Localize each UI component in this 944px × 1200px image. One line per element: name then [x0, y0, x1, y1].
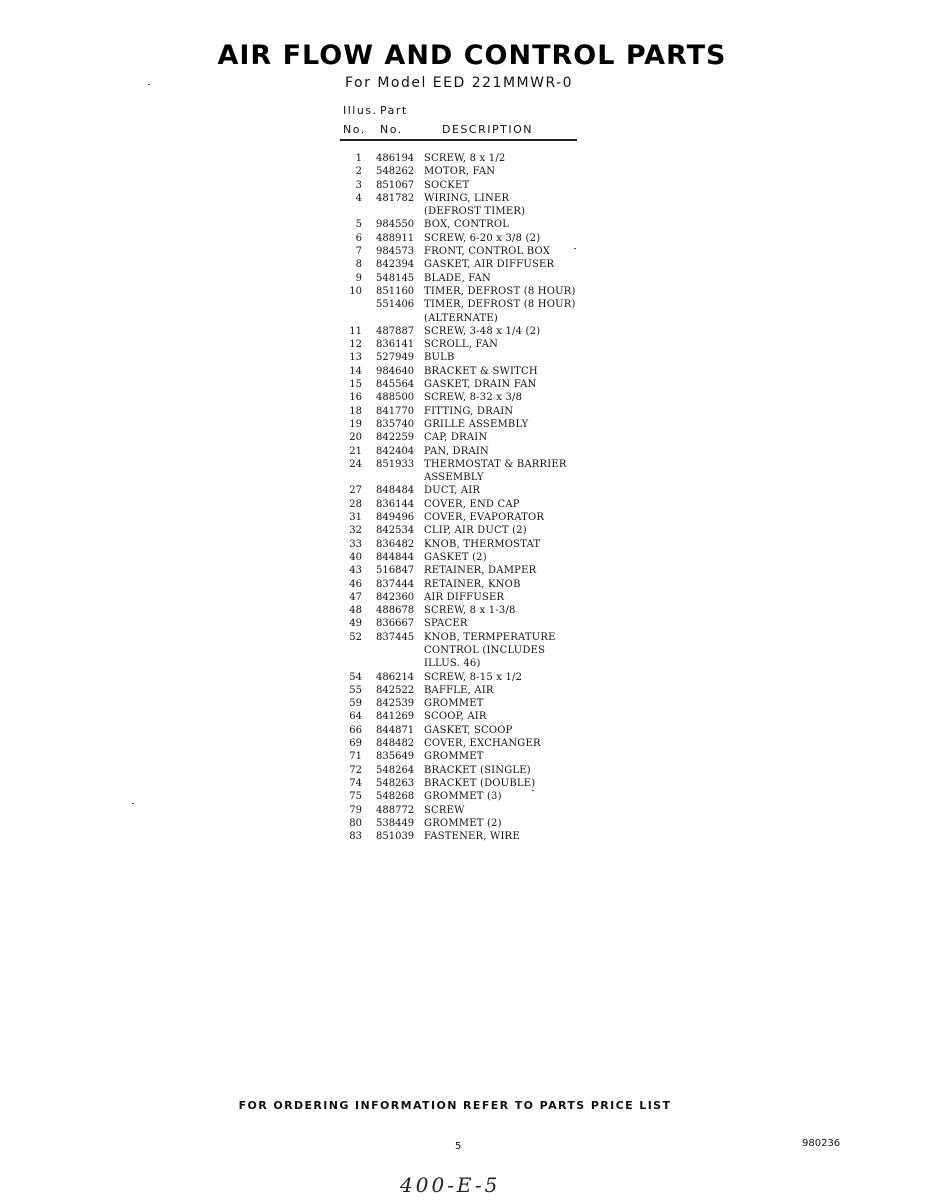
part-column-header-line1: Part [380, 104, 408, 117]
illus-number: 15 [349, 379, 362, 391]
part-number: 842360 [376, 591, 415, 603]
parts-row [340, 458, 600, 471]
part-number: 836667 [376, 618, 415, 630]
part-number: 844844 [376, 551, 415, 563]
part-description: SCOOP, AIR [424, 711, 487, 723]
part-description: BRACKET & SWITCH [424, 365, 538, 377]
header-rule [340, 139, 577, 141]
parts-row [340, 325, 600, 338]
parts-row [340, 564, 600, 577]
part-description: FASTENER, WIRE [424, 831, 520, 843]
part-description: BOX, CONTROL [424, 219, 510, 231]
part-number: 841770 [376, 405, 415, 417]
page-number: 5 [455, 1141, 462, 1152]
illus-number: 71 [349, 751, 362, 763]
part-number: 851160 [376, 285, 415, 297]
parts-row [340, 351, 600, 364]
parts-row [340, 484, 600, 497]
part-description: SCREW, 8-32 x 3/8 [424, 392, 523, 404]
scan-speck [532, 790, 534, 791]
illus-number: 75 [349, 791, 362, 803]
illus-number: 14 [349, 365, 362, 377]
parts-row [340, 830, 600, 843]
parts-row [340, 684, 600, 697]
illus-number: 12 [349, 339, 362, 351]
parts-row [340, 258, 600, 271]
illus-number: 4 [355, 192, 362, 204]
parts-row [340, 205, 600, 218]
part-description: COVER, EXCHANGER [424, 738, 541, 750]
part-description: DUCT, AIR [424, 485, 481, 497]
part-description: THERMOSTAT & BARRIER [424, 458, 567, 470]
part-description: SCREW, 8 x 1-3/8 [424, 605, 516, 617]
parts-row [340, 232, 600, 245]
illus-number: 18 [349, 405, 362, 417]
parts-row [340, 617, 600, 630]
part-number: 481782 [376, 192, 415, 204]
part-number: 516847 [376, 565, 415, 577]
scan-speck [132, 803, 134, 804]
part-number: 487887 [376, 325, 415, 337]
illus-number: 8 [355, 259, 362, 271]
parts-row [340, 644, 600, 657]
part-number: 835740 [376, 418, 415, 430]
illus-number: 13 [349, 352, 362, 364]
illus-number: 27 [349, 485, 362, 497]
part-description: RETAINER, DAMPER [424, 565, 537, 577]
part-description: GROMMET (3) [424, 791, 502, 803]
illus-number: 19 [349, 418, 362, 430]
parts-row [340, 591, 600, 604]
parts-row [340, 657, 600, 670]
part-description: SCREW, 8-15 x 1/2 [424, 671, 523, 683]
illus-number [340, 298, 362, 311]
part-description: PAN, DRAIN [424, 445, 489, 457]
part-description: CAP, DRAIN [424, 432, 488, 444]
part-number: 837444 [376, 578, 415, 590]
part-description: SCREW [424, 804, 465, 816]
part-description: BULB [424, 352, 455, 364]
parts-row [340, 671, 600, 684]
part-description: WIRING, LINER [424, 192, 510, 204]
parts-row [340, 551, 600, 564]
parts-row [340, 817, 600, 830]
parts-row [340, 152, 600, 165]
illus-number: 59 [349, 698, 362, 710]
parts-row [340, 737, 600, 750]
part-description: SPACER [424, 618, 468, 630]
part-description: SCREW, 3-48 x 1/4 (2) [424, 325, 541, 337]
illus-number: 72 [349, 764, 362, 776]
part-number: 538449 [376, 817, 415, 829]
parts-row [340, 272, 600, 285]
parts-row [340, 578, 600, 591]
part-number: 486194 [376, 153, 415, 164]
part-number: 842522 [376, 684, 415, 696]
part-number: 842394 [376, 259, 415, 271]
parts-row [340, 431, 600, 444]
part-number: 836144 [376, 498, 415, 510]
part-number: 842404 [376, 445, 415, 457]
illus-number: 6 [355, 232, 362, 244]
part-number: 486214 [376, 671, 415, 683]
part-number: 984573 [376, 246, 415, 258]
part-description: TIMER, DEFROST (8 HOUR) [424, 285, 576, 297]
illus-number: 11 [349, 325, 362, 337]
description-column-header: DESCRIPTION [442, 123, 533, 136]
illus-number: 16 [349, 392, 362, 404]
illus-number [340, 657, 362, 670]
page-title: AIR FLOW AND CONTROL PARTS [217, 40, 727, 71]
parts-row [340, 298, 600, 311]
illus-number: 80 [349, 817, 362, 829]
scan-speck [574, 248, 576, 249]
document-number: 980236 [802, 1138, 841, 1149]
part-description: COVER, END CAP [424, 498, 520, 510]
parts-row [340, 312, 600, 325]
illus-number: 32 [349, 525, 362, 537]
illus-number: 3 [355, 179, 362, 191]
illus-number: 43 [349, 565, 362, 577]
illus-number: 9 [355, 272, 362, 284]
parts-row [340, 245, 600, 258]
part-number: 548268 [376, 791, 415, 803]
parts-row [340, 631, 600, 644]
part-description: COVER, EVAPORATOR [424, 512, 545, 524]
part-number: 851067 [376, 179, 415, 191]
illus-number: 52 [349, 631, 362, 643]
illus-number: 49 [349, 618, 362, 630]
part-number: 548263 [376, 777, 415, 789]
parts-row [340, 790, 600, 803]
illus-number: 28 [349, 498, 362, 510]
parts-row [340, 179, 600, 192]
illus-number: 31 [349, 512, 362, 524]
part-number: 548145 [376, 272, 415, 284]
part-number: 837445 [376, 631, 415, 643]
illus-number [340, 471, 362, 484]
parts-row [340, 697, 600, 710]
part-number: 548264 [376, 764, 415, 776]
illus-number [340, 644, 362, 657]
part-number [362, 644, 424, 657]
part-number: 851933 [376, 458, 415, 470]
parts-row [340, 405, 600, 418]
parts-row [340, 285, 600, 298]
illus-number: 79 [349, 804, 362, 816]
part-description: BRACKET (SINGLE) [424, 764, 531, 776]
illus-number: 48 [349, 605, 362, 617]
parts-row [340, 710, 600, 723]
part-number: 836482 [376, 538, 415, 550]
illus-number: 24 [349, 458, 362, 470]
part-number [362, 205, 424, 218]
parts-row [340, 445, 600, 458]
part-number [362, 471, 424, 484]
part-description: KNOB, TERMPERATURE [424, 631, 556, 643]
part-description: (DEFROST TIMER) [424, 206, 526, 218]
part-description: GROMMET [424, 698, 484, 710]
illus-number: 7 [355, 246, 362, 258]
part-number [362, 312, 424, 325]
illus-number: 64 [349, 711, 362, 723]
illus-column-header-line2: No. [343, 123, 366, 136]
part-number: 488911 [376, 232, 415, 244]
part-description: GRILLE ASSEMBLY [424, 418, 529, 430]
ordering-note: FOR ORDERING INFORMATION REFER TO PARTS PRICE LIST [238, 1099, 672, 1112]
illus-number: 1 [355, 153, 362, 164]
illus-number: 46 [349, 578, 362, 590]
illus-number: 47 [349, 591, 362, 603]
part-number: 984550 [376, 219, 415, 231]
illus-number: 20 [349, 432, 362, 444]
part-description: GASKET, SCOOP [424, 724, 513, 736]
parts-row [340, 418, 600, 431]
part-number: 841269 [376, 711, 415, 723]
part-number: 835649 [376, 751, 415, 763]
part-number: 848484 [376, 485, 415, 497]
illus-number: 2 [355, 166, 362, 178]
illus-number: 54 [349, 671, 362, 683]
part-number: 842259 [376, 432, 415, 444]
part-description: MOTOR, FAN [424, 166, 496, 178]
parts-row [340, 338, 600, 351]
illus-number: 21 [349, 445, 362, 457]
illus-number: 66 [349, 724, 362, 736]
part-number: 848482 [376, 738, 415, 750]
parts-row [340, 724, 600, 737]
part-number: 845564 [376, 379, 415, 391]
part-description: GASKET (2) [424, 551, 487, 563]
part-description: ASSEMBLY [424, 472, 484, 484]
parts-row [340, 365, 600, 378]
parts-row [340, 524, 600, 537]
illus-number: 69 [349, 738, 362, 750]
parts-row [340, 511, 600, 524]
part-number [362, 657, 424, 670]
part-description: BRACKET (DOUBLE) [424, 777, 536, 789]
part-description: BAFFLE, AIR [424, 684, 494, 696]
part-description: SCREW, 8 x 1/2 [424, 153, 506, 164]
illus-number: 74 [349, 777, 362, 789]
part-description: CONTROL (INCLUDES [424, 644, 546, 656]
part-description: AIR DIFFUSER [424, 591, 505, 603]
part-description: BLADE, FAN [424, 272, 491, 284]
part-number: 488678 [376, 605, 415, 617]
illus-number: 83 [349, 831, 362, 843]
part-description: KNOB, THERMOSTAT [424, 538, 541, 550]
parts-row [340, 218, 600, 231]
part-description: FRONT, CONTROL BOX [424, 246, 551, 258]
illus-number: 33 [349, 538, 362, 550]
part-description: CLIP, AIR DUCT (2) [424, 525, 527, 537]
parts-row [340, 165, 600, 178]
parts-row [340, 764, 600, 777]
part-description: GROMMET (2) [424, 817, 502, 829]
part-number: 851039 [376, 831, 415, 843]
parts-row [340, 391, 600, 404]
illus-number: 5 [355, 219, 362, 231]
part-description: ILLUS. 46) [424, 658, 481, 670]
part-number: 836141 [376, 339, 415, 351]
illus-number: 10 [349, 285, 362, 297]
illus-number: 40 [349, 551, 362, 563]
part-number: 844871 [376, 724, 415, 736]
part-number: 842539 [376, 698, 415, 710]
parts-list [340, 152, 600, 843]
part-number: 842534 [376, 525, 415, 537]
illus-column-header-line1: Illus. [343, 104, 378, 117]
part-description: GASKET, DRAIN FAN [424, 379, 537, 391]
part-number: 548262 [376, 166, 415, 178]
part-number: 488500 [376, 392, 415, 404]
part-number: 527949 [376, 352, 415, 364]
parts-row [340, 604, 600, 617]
handwritten-note: 400-E-5 [400, 1173, 501, 1197]
part-column-header-line2: No. [380, 123, 403, 136]
part-number: 488772 [376, 804, 415, 816]
part-number: 551406 [376, 299, 415, 311]
parts-row [340, 471, 600, 484]
part-number: 984640 [376, 365, 415, 377]
model-subtitle: For Model EED 221MMWR-0 [345, 75, 574, 91]
part-description: RETAINER, KNOB [424, 578, 521, 590]
parts-row [340, 192, 600, 205]
parts-row [340, 804, 600, 817]
parts-row [340, 498, 600, 511]
part-description: GROMMET [424, 751, 484, 763]
part-description: TIMER, DEFROST (8 HOUR) [424, 299, 576, 311]
part-description: SCROLL, FAN [424, 339, 499, 351]
illus-number: 55 [349, 684, 362, 696]
parts-row [340, 750, 600, 763]
part-description: SOCKET [424, 179, 470, 191]
part-description: SCREW, 6-20 x 3/8 (2) [424, 232, 541, 244]
part-number: 849496 [376, 512, 415, 524]
illus-number [340, 312, 362, 325]
part-description: FITTING, DRAIN [424, 405, 514, 417]
part-description: GASKET, AIR DIFFUSER [424, 259, 555, 271]
illus-number [340, 205, 362, 218]
parts-row [340, 538, 600, 551]
scan-speck [148, 84, 150, 85]
parts-row [340, 378, 600, 391]
parts-row [340, 777, 600, 790]
part-description: (ALTERNATE) [424, 312, 498, 324]
